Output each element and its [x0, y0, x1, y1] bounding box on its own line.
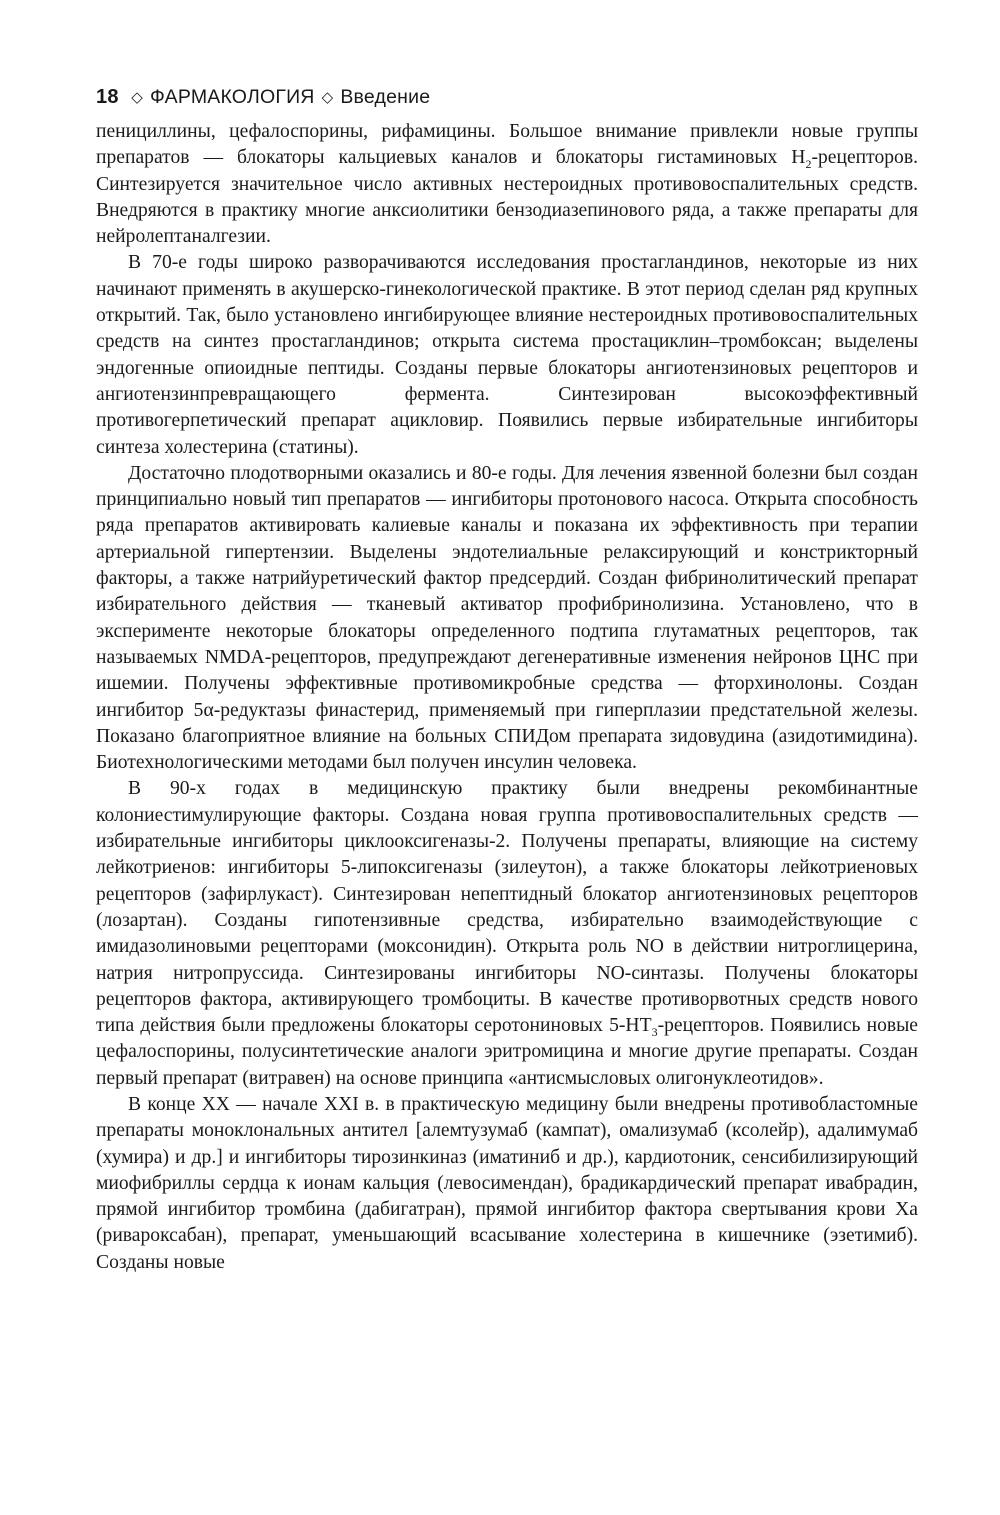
- paragraph-continuation: пенициллины, цефалоспорины, рифамицины. Большое внимание привлекли новые группы препаратов — блокаторы кальциевых каналов и блокаторы гистаминовых $Н_2$-рецепторов. Синтезируется значительное число активных нестероидных противовоспалительных средств. Внедряются в практику многие анксиолитики бензодиазепинового ряда, а также препараты для нейролептаналгезии.: [96, 121, 918, 248]
- subscript: 2: [805, 157, 812, 172]
- section-title: Введение: [340, 86, 431, 108]
- diamond-separator-icon: ◇: [131, 89, 144, 106]
- paragraph-70s: В 70-е годы широко разворачиваются исследования простагландинов, некоторые из них начинают применять в акушерско-гинекологической практике. В этот период сделан ряд крупных открытий. Так, было установлено ингибирующее влияние нестероидных противовоспалительных средств на синтез простагландинов; открыта система простациклин–тромбоксан; выделены эндогенные опиоидные пептиды. Созданы первые блокаторы ангиотензиновых рецепторов и ангиотензинпревращающего фермента. Синтезирован высокоэффективный противогерпетический препарат ацикловир. Появились первые избирательные ингибиторы синтеза холестерина (статины).: [96, 252, 918, 458]
- book-title: ФАРМАКОЛОГИЯ: [150, 86, 315, 108]
- running-header: [96, 86, 926, 112]
- paragraph-80s: Достаточно плодотворными оказались и 80-е годы. Для лечения язвенной болезни был создан принципиально новый тип препаратов — ингибиторы протонового насоса. Открыта способность ряда препаратов активировать калиевые каналы и показана их эффективность при терапии артериальной гипертензии. Выделены эндотелиальные релаксирующий и констрикторный факторы, а также натрийуретический фактор предсердий. Создан фибринолитический препарат избирательного действия — тканевый активатор профибринолизина. Установлено, что в эксперименте некоторые блокаторы определенного подтипа глутаматных рецепторов, так называемых NMDA-рецепторов, предупреждают дегенеративные изменения нейронов ЦНС при ишемии. Получены эффективные противомикробные средства — фторхинолоны. Создан ингибитор 5α-редуктазы финастерид, применяемый при гиперплазии предстательной железы. Показано благоприятное влияние на больных СПИДом препарата зидовудина (азидотимидина). Биотехнологическими методами был получен инсулин человека.: [96, 462, 918, 774]
- paragraph-xxi-century: В конце XX — начале XXI в. в практическую медицину были внедрены противобластомные препараты моноклональных антител [алемтузумаб (кампат), омализумаб (ксолейр), адалимумаб (хумира) и др.] и ингибиторы тирозинкиназ (иматиниб и др.), кардиотоник, сенсибилизирующий миофибриллы сердца к ионам кальция (левосимендан), брадикардический препарат ивабрадин, прямой ингибитор тромбина (дабигатран), прямой ингибитор фактора свертывания крови Xa (ривароксабан), препарат, уменьшающий всасывание холестерина в кишечнике (эзетимиб). Созданы новые: [96, 1093, 918, 1273]
- paragraph-90s: В 90-х годах в медицинскую практику были внедрены рекомбинантные колониестимулирующие факторы. Создана новая группа противовоспалительных средств — избирательные ингибиторы циклооксигеназы-2. Получены препараты, влияющие на систему лейкотриенов: ингибиторы 5-липоксигеназы (зилеутон), а также блокаторы лейкотриеновых рецепторов (зафирлукаст). Синтезирован непептидный блокатор ангиотензиновых рецепторов (лозартан). Созданы гипотензивные средства, избирательно взаимодействующие с имидазолиновыми рецепторами (моксонидин). Открыта роль NO в действии нитроглицерина, натрия нитропруссида. Синтезированы ингибиторы NO-синтазы. Получены блокаторы рецепторов фактора, активирующего тромбоциты. В качестве противорвотных средств нового типа действия были предложены блокаторы серотониновых $5-НТ_3$-рецепторов. Появились новые цефалоспорины, полусинтетические аналоги эритромицина и многие другие препараты. Создан первый препарат (витравен) на основе принципа «антисмысловых олигонуклеотидов».: [96, 778, 918, 1089]
- diamond-separator-icon: ◇: [321, 89, 334, 106]
- body-text: [96, 119, 918, 1276]
- page-number: 18: [96, 86, 119, 108]
- subscript: 3: [651, 1025, 658, 1039]
